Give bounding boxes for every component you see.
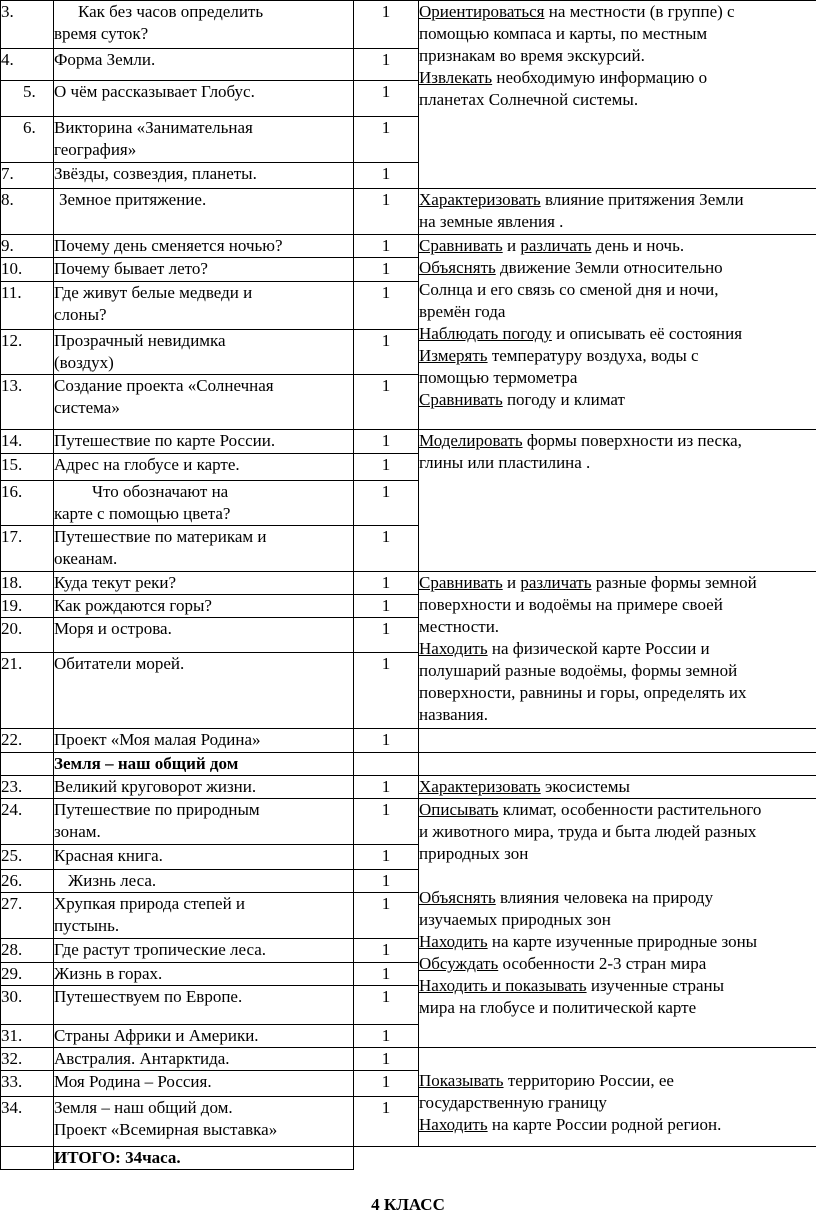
- activity-keyword: Сравнивать: [419, 236, 503, 255]
- activity-text: Солнца и его связь со сменой дня и ночи,: [419, 280, 719, 299]
- row-number: 21.: [1, 653, 54, 729]
- total-row: [1, 1147, 816, 1170]
- activity-keyword: Сравнивать: [419, 390, 503, 409]
- row-number: 12.: [1, 330, 54, 375]
- lesson-title: [54, 481, 354, 526]
- hours-cell: 1: [354, 986, 419, 1025]
- total-text: ИТОГО: 34часа.: [54, 1148, 181, 1167]
- activity-text: названия.: [419, 705, 488, 724]
- row-number: 32.: [1, 1048, 54, 1071]
- lesson-title-line: Как рождаются горы?: [54, 596, 212, 615]
- lesson-title-line: Куда текут реки?: [54, 573, 177, 592]
- row-number-empty: [1, 1147, 54, 1170]
- table-row: [1, 799, 816, 845]
- lesson-title-line: Австралия. Антарктида.: [54, 1049, 230, 1068]
- activity-keyword: Извлекать: [419, 68, 493, 87]
- table-row: [1, 430, 816, 454]
- hours-cell: 1: [354, 1, 419, 49]
- activity-cell-empty: [419, 1147, 816, 1170]
- lesson-title-line: Великий круговорот жизни.: [54, 777, 257, 796]
- row-number-empty: [1, 753, 54, 776]
- lesson-title-line: география»: [54, 140, 137, 159]
- lesson-title-line: О чём рассказывает Глобус.: [54, 82, 255, 101]
- activity-line: [419, 704, 816, 726]
- lesson-title-line: Почему день сменяется ночью?: [54, 236, 283, 255]
- activity-text: государственную границу: [419, 1093, 607, 1112]
- hours-cell: 1: [354, 189, 419, 235]
- hours-cell: 1: [354, 330, 419, 375]
- row-number: 3.: [1, 1, 54, 49]
- activity-keyword: Наблюдать погоду: [419, 324, 552, 343]
- activity-text: на карте России родной регион.: [487, 1115, 722, 1134]
- activity-line: [419, 1092, 816, 1114]
- hours-cell: 1: [354, 81, 419, 117]
- activity-keyword: Обсуждать: [419, 954, 499, 973]
- activity-keyword: Моделировать: [419, 431, 523, 450]
- activity-text: территорию России, ее: [503, 1071, 674, 1090]
- activity-keyword: Объяснять: [419, 888, 496, 907]
- activity-keyword: Находить: [419, 1115, 488, 1134]
- hours-cell: 1: [354, 1071, 419, 1097]
- hours-cell: 1: [354, 776, 419, 799]
- lesson-title-line: Почему бывает лето?: [54, 259, 208, 278]
- row-number: 26.: [1, 870, 54, 893]
- activity-text: на физической карте России и: [487, 639, 710, 658]
- hours-cell: 1: [354, 939, 419, 963]
- lesson-title: [54, 430, 354, 454]
- lesson-title-line: зонам.: [54, 822, 101, 841]
- lesson-title-line: Хрупкая природа степей и: [54, 894, 246, 913]
- lesson-title: [54, 572, 354, 595]
- activity-cell: [419, 430, 816, 572]
- activity-text: и: [502, 236, 521, 255]
- lesson-title-line: Звёзды, созвездия, планеты.: [54, 164, 257, 183]
- activity-text: климат, особенности растительного: [498, 800, 762, 819]
- activity-keyword: Находить: [419, 932, 488, 951]
- table-row: [1, 729, 816, 753]
- activity-line: [419, 45, 816, 67]
- hours-cell: 1: [354, 49, 419, 81]
- table-row: [1, 776, 816, 799]
- row-number: 5.: [1, 81, 54, 117]
- lesson-title-line: Красная книга.: [54, 846, 163, 865]
- activity-text: формы поверхности из песка,: [522, 431, 742, 450]
- hours-cell: 1: [354, 163, 419, 189]
- lesson-title: [54, 235, 354, 258]
- activity-text: влияния человека на природу: [495, 888, 714, 907]
- activity-text: движение Земли относительно: [495, 258, 723, 277]
- lesson-title-line: Викторина «Занимательная: [54, 118, 253, 137]
- lesson-title: [54, 963, 354, 986]
- activity-line: [419, 616, 816, 638]
- row-number: 10.: [1, 258, 54, 282]
- lesson-title-line: Создание проекта «Солнечная: [54, 376, 274, 395]
- row-number: 14.: [1, 430, 54, 454]
- hours-cell-empty: [354, 1147, 419, 1170]
- activity-keyword: Измерять: [419, 346, 488, 365]
- row-number: 17.: [1, 526, 54, 572]
- activity-text: особенности 2-3 стран мира: [498, 954, 707, 973]
- activity-text: на карте изученные природные зоны: [487, 932, 758, 951]
- lesson-title-line: (воздух): [54, 353, 114, 372]
- activity-line: [419, 430, 816, 452]
- activity-line: [419, 776, 816, 798]
- activity-line: [419, 67, 816, 89]
- hours-cell: 1: [354, 282, 419, 330]
- activity-line: [419, 682, 816, 704]
- lesson-title: [54, 1025, 354, 1048]
- row-number: 19.: [1, 595, 54, 618]
- activity-line: [419, 799, 816, 821]
- activity-line: [419, 211, 816, 233]
- activity-text: экосистемы: [540, 777, 630, 796]
- lesson-title-line: пустынь.: [54, 916, 120, 935]
- activity-text: поверхности, равнины и горы, определять их: [419, 683, 747, 702]
- activity-text: помощью компаса и карты, по местным: [419, 24, 708, 43]
- activity-line: [419, 1048, 816, 1070]
- lesson-title: [54, 870, 354, 893]
- lesson-title: [54, 729, 354, 753]
- hours-cell: 1: [354, 375, 419, 430]
- activity-text: день и ночь.: [591, 236, 685, 255]
- lesson-title: [54, 986, 354, 1025]
- lesson-title-line: Где живут белые медведи и: [54, 283, 253, 302]
- lesson-title: [54, 618, 354, 653]
- activity-line: [419, 953, 816, 975]
- activity-line: [419, 323, 816, 345]
- activity-text: погоду и климат: [502, 390, 625, 409]
- lesson-title: [54, 776, 354, 799]
- activity-line: [419, 1070, 816, 1092]
- lesson-title-line: Как без часов определить: [78, 2, 264, 21]
- activity-text: мира на глобусе и политической карте: [419, 998, 697, 1017]
- activity-cell: [419, 235, 816, 430]
- activity-line: [419, 865, 816, 887]
- hours-cell: 1: [354, 595, 419, 618]
- lesson-title-line: Проект «Всемирная выставка»: [54, 1120, 278, 1139]
- activity-text: разные формы земной: [591, 573, 757, 592]
- lesson-title: [54, 1048, 354, 1071]
- activity-text: влияние притяжения Земли: [540, 190, 744, 209]
- activity-text: глины или пластилина .: [419, 453, 591, 472]
- lesson-title: [54, 163, 354, 189]
- row-number: 33.: [1, 1071, 54, 1097]
- section-row: [1, 753, 816, 776]
- lesson-title-line: система»: [54, 398, 120, 417]
- hours-cell: 1: [354, 235, 419, 258]
- table-row: [1, 189, 816, 235]
- activity-line: [419, 235, 816, 257]
- row-number: 15.: [1, 454, 54, 481]
- activity-keyword: Сравнивать: [419, 573, 503, 592]
- lesson-title: [54, 1, 354, 49]
- table-row: [1, 572, 816, 595]
- lesson-title: [54, 799, 354, 845]
- activity-line: [419, 189, 816, 211]
- activity-line: [419, 909, 816, 931]
- activity-text: признакам во время экскурсий.: [419, 46, 645, 65]
- lesson-title-line: Обитатели морей.: [54, 654, 185, 673]
- hours-cell: 1: [354, 618, 419, 653]
- row-number: 23.: [1, 776, 54, 799]
- activity-keyword: различать: [520, 236, 592, 255]
- lesson-title-line: Земное притяжение.: [59, 190, 207, 209]
- row-number: 20.: [1, 618, 54, 653]
- activity-text: на местности (в группе) с: [544, 2, 735, 21]
- row-number: 28.: [1, 939, 54, 963]
- lesson-title-line: Адрес на глобусе и карте.: [54, 455, 240, 474]
- activity-line: [419, 638, 816, 660]
- hours-cell: 1: [354, 572, 419, 595]
- activity-line: [419, 257, 816, 279]
- row-number: 4.: [1, 49, 54, 81]
- activity-text: поверхности и водоёмы на примере своей: [419, 595, 723, 614]
- activity-line: [419, 821, 816, 843]
- hours-cell: 1: [354, 1048, 419, 1071]
- lesson-title: [54, 1097, 354, 1147]
- activity-text: полушарий разные водоёмы, формы земной: [419, 661, 738, 680]
- hours-cell: 1: [354, 454, 419, 481]
- lesson-title-line: слоны?: [54, 305, 107, 324]
- activity-keyword: Ориентироваться: [419, 2, 545, 21]
- activity-keyword: Описывать: [419, 800, 499, 819]
- lesson-title-line: Путешествие по материкам и: [54, 527, 267, 546]
- activity-cell-empty: [419, 753, 816, 776]
- activity-keyword: Находить и показывать: [419, 976, 587, 995]
- total-cell: [54, 1147, 354, 1170]
- activity-line: [419, 887, 816, 909]
- row-number: 13.: [1, 375, 54, 430]
- activity-line: [419, 975, 816, 997]
- grade-heading: 4 КЛАСС: [371, 1195, 445, 1214]
- row-number: 24.: [1, 799, 54, 845]
- lesson-title-line: Моря и острова.: [54, 619, 172, 638]
- activity-text: времён года: [419, 302, 506, 321]
- activity-line: [419, 1114, 816, 1136]
- lesson-title: [54, 49, 354, 81]
- lesson-title: [54, 653, 354, 729]
- hours-cell: 1: [354, 870, 419, 893]
- lesson-title-line: Проект «Моя малая Родина»: [54, 730, 261, 749]
- row-number: 25.: [1, 845, 54, 870]
- lesson-title: [54, 454, 354, 481]
- hours-cell: 1: [354, 1025, 419, 1048]
- activity-text: на земные явления .: [419, 212, 564, 231]
- lesson-title: [54, 526, 354, 572]
- activity-line: [419, 1, 816, 23]
- activity-line: [419, 843, 816, 865]
- lesson-title-line: карте с помощью цвета?: [54, 504, 231, 523]
- lesson-title: [54, 893, 354, 939]
- row-number: 27.: [1, 893, 54, 939]
- activity-keyword: различать: [520, 573, 592, 592]
- hours-cell: 1: [354, 653, 419, 729]
- activity-text: помощью термометра: [419, 368, 578, 387]
- hours-cell: 1: [354, 526, 419, 572]
- hours-cell-empty: [354, 753, 419, 776]
- lesson-title-line: время суток?: [54, 24, 149, 43]
- lesson-title-line: Прозрачный невидимка: [54, 331, 226, 350]
- hours-cell: 1: [354, 963, 419, 986]
- activity-line: [419, 345, 816, 367]
- lesson-title-line: Где растут тропические леса.: [54, 940, 267, 959]
- lesson-title-line: Земля – наш общий дом.: [54, 1098, 233, 1117]
- activity-cell: [419, 799, 816, 1048]
- hours-cell: 1: [354, 729, 419, 753]
- lesson-title: [54, 1071, 354, 1097]
- activity-line: [419, 452, 816, 474]
- activity-line: [419, 279, 816, 301]
- lesson-title: [54, 330, 354, 375]
- section-title-text: Земля – наш общий дом: [54, 754, 239, 773]
- lesson-title: [54, 282, 354, 330]
- activity-text: изучаемых природных зон: [419, 910, 611, 929]
- lesson-title: [54, 939, 354, 963]
- activity-line: [419, 89, 816, 111]
- lesson-title: [54, 117, 354, 163]
- activity-keyword: Характеризовать: [419, 190, 541, 209]
- table-row: [1, 1048, 816, 1071]
- lesson-title: [54, 258, 354, 282]
- activity-text: и описывать её состояния: [551, 324, 743, 343]
- row-number: 22.: [1, 729, 54, 753]
- row-number: 30.: [1, 986, 54, 1025]
- lesson-title-line: океанам.: [54, 549, 118, 568]
- lesson-title-line: Страны Африки и Америки.: [54, 1026, 259, 1045]
- hours-cell: 1: [354, 845, 419, 870]
- hours-cell: 1: [354, 799, 419, 845]
- activity-text: изученные страны: [586, 976, 725, 995]
- lesson-title: [54, 595, 354, 618]
- row-number: 9.: [1, 235, 54, 258]
- lesson-title-line: Что обозначают на: [92, 482, 229, 501]
- row-number: 7.: [1, 163, 54, 189]
- lesson-title: [54, 189, 354, 235]
- activity-text: и животного мира, труда и быта людей разных: [419, 822, 757, 841]
- lesson-title-line: Жизнь в горах.: [54, 964, 163, 983]
- row-number: 6.: [1, 117, 54, 163]
- lesson-title: [54, 375, 354, 430]
- activity-keyword: Находить: [419, 639, 488, 658]
- lesson-title-line: Путешествие по природным: [54, 800, 260, 819]
- activity-cell: [419, 1048, 816, 1147]
- activity-text: необходимую информацию о: [492, 68, 708, 87]
- lesson-title-line: Жизнь леса.: [68, 871, 157, 890]
- activity-cell: [419, 1, 816, 189]
- row-number: 11.: [1, 282, 54, 330]
- activity-line: [419, 594, 816, 616]
- hours-cell: 1: [354, 1097, 419, 1147]
- activity-cell: [419, 572, 816, 729]
- activity-cell: [419, 189, 816, 235]
- row-number: 31.: [1, 1025, 54, 1048]
- activity-line: [419, 301, 816, 323]
- hours-cell: 1: [354, 117, 419, 163]
- activity-keyword: Характеризовать: [419, 777, 541, 796]
- activity-line: [419, 367, 816, 389]
- lesson-title: [54, 81, 354, 117]
- row-number: 29.: [1, 963, 54, 986]
- activity-line: [419, 931, 816, 953]
- section-title: [54, 753, 354, 776]
- table-row: [1, 235, 816, 258]
- hours-cell: 1: [354, 430, 419, 454]
- activity-text: температуру воздуха, воды с: [487, 346, 699, 365]
- table-row: [1, 1, 816, 49]
- activity-cell-empty: [419, 729, 816, 753]
- row-number: 18.: [1, 572, 54, 595]
- lesson-title-line: Моя Родина – Россия.: [54, 1072, 212, 1091]
- hours-cell: 1: [354, 481, 419, 526]
- activity-line: [419, 997, 816, 1019]
- activity-text: планетах Солнечной системы.: [419, 90, 639, 109]
- activity-line: [419, 572, 816, 594]
- activity-cell: [419, 776, 816, 799]
- activity-text: природных зон: [419, 844, 529, 863]
- row-number: 34.: [1, 1097, 54, 1147]
- activity-keyword: Показывать: [419, 1071, 504, 1090]
- activity-line: [419, 389, 816, 411]
- hours-cell: 1: [354, 893, 419, 939]
- lesson-title-line: Форма Земли.: [54, 50, 156, 69]
- hours-cell: 1: [354, 258, 419, 282]
- lesson-title-line: Путешествуем по Европе.: [54, 987, 243, 1006]
- activity-line: [419, 23, 816, 45]
- activity-line: [419, 660, 816, 682]
- activity-text: местности.: [419, 617, 500, 636]
- lesson-title-line: Путешествие по карте России.: [54, 431, 276, 450]
- activity-text: и: [502, 573, 521, 592]
- row-number: 16.: [1, 481, 54, 526]
- activity-keyword: Объяснять: [419, 258, 496, 277]
- row-number: 8.: [1, 189, 54, 235]
- lesson-title: [54, 845, 354, 870]
